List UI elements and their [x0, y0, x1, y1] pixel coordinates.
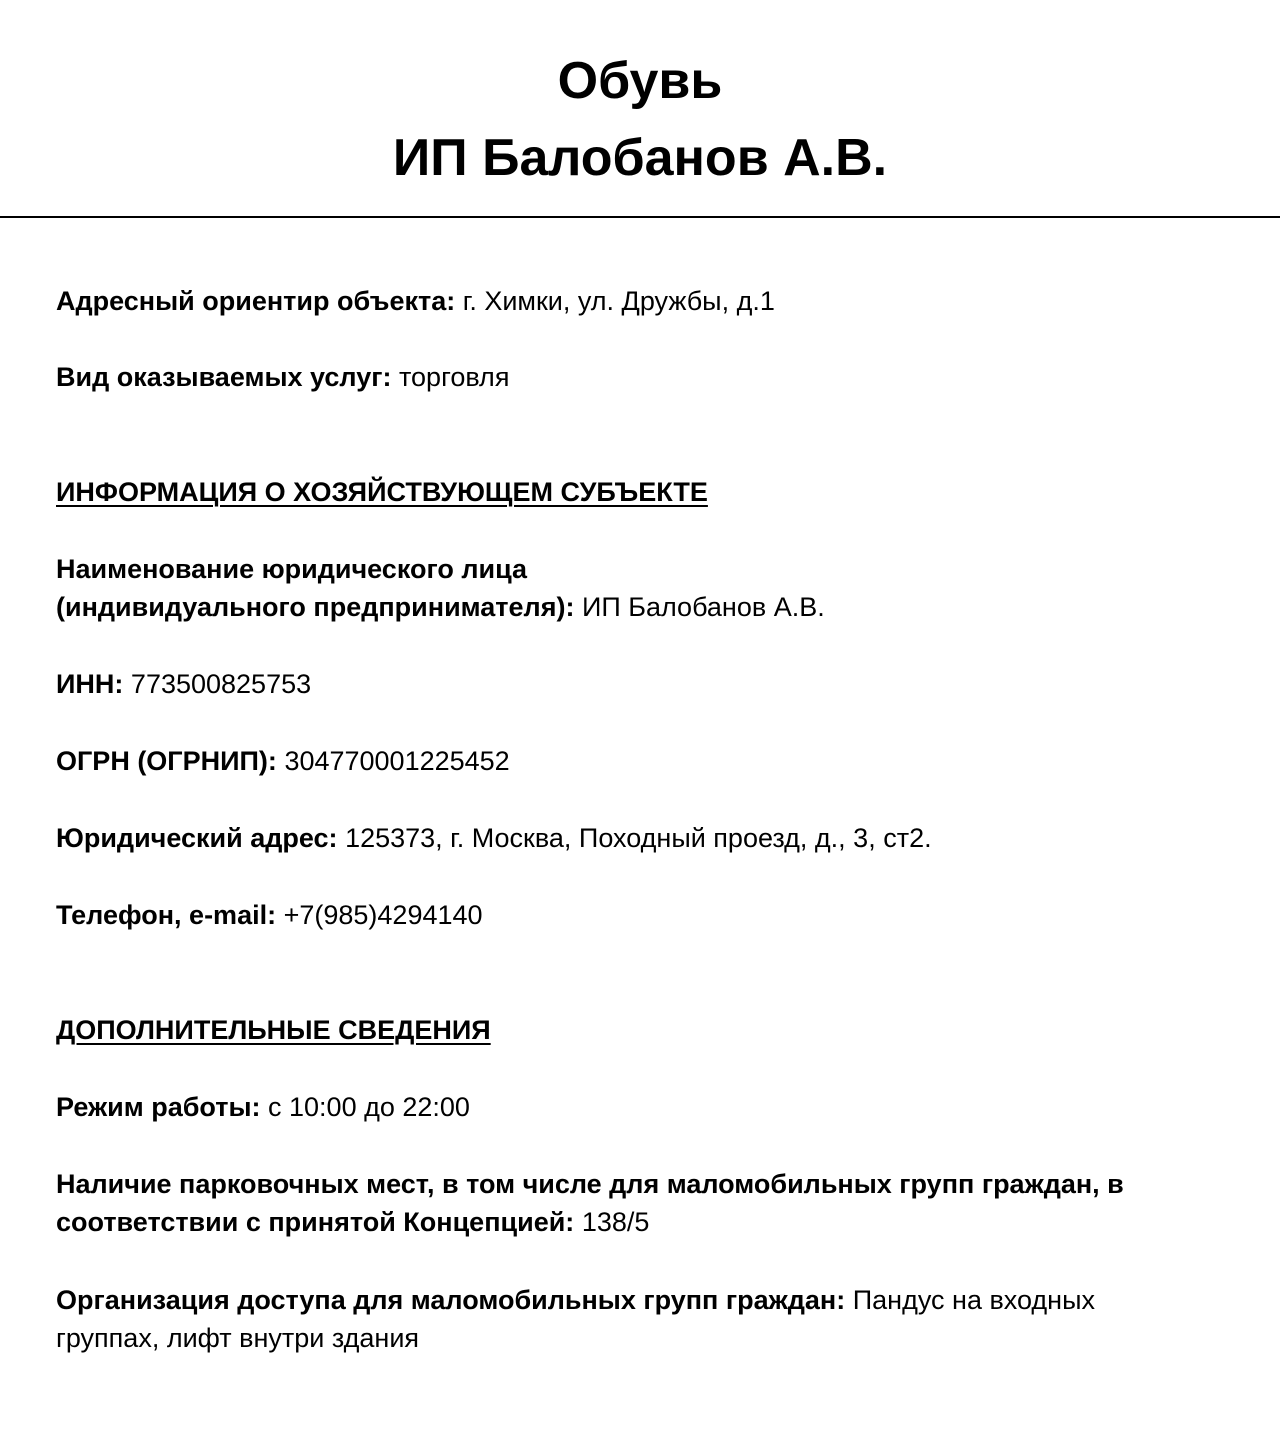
document-header: [0, 0, 1280, 218]
additional-section-heading: ДОПОЛНИТЕЛЬНЫЕ СВЕДЕНИЯ: [56, 1015, 491, 1045]
parking-value: 138/5: [581, 1207, 650, 1237]
title-business-name: ИП Балобанов А.В.: [392, 129, 888, 187]
ogrn-label: ОГРН (ОГРНИП):: [56, 746, 277, 776]
hours-label: Режим работы:: [56, 1092, 261, 1122]
legal-address-value: 125373, г. Москва, Походный проезд, д., 3, ст2.: [345, 823, 932, 853]
access-value-line1: Пандус на входных: [852, 1285, 1095, 1315]
address-value: г. Химки, ул. Дружбы, д.1: [462, 286, 775, 316]
parking-label-line1: Наличие парковочных мест, в том числе для маломобильных групп граждан, в: [56, 1169, 1124, 1199]
legal-address-row: [56, 819, 1226, 857]
ogrn-row: [56, 742, 1226, 780]
hours-value: с 10:00 до 22:00: [268, 1092, 470, 1122]
inn-value: 773500825753: [130, 669, 312, 699]
address-label: Адресный ориентир объекта:: [56, 286, 456, 316]
entity-name-value: ИП Балобанов А.В.: [581, 592, 825, 622]
legal-address-label: Юридический адрес:: [56, 823, 338, 853]
inn-label: ИНН:: [56, 669, 124, 699]
inn-row: [56, 665, 1226, 703]
entity-name-label-line1: Наименование юридического лица: [56, 554, 528, 584]
title-category: Обувь: [557, 52, 723, 110]
service-label: Вид оказываемых услуг:: [56, 362, 392, 392]
address-row: [56, 282, 1226, 320]
contact-value: +7(985)4294140: [283, 900, 483, 930]
contact-label: Телефон, e-mail:: [56, 900, 277, 930]
contact-row: [56, 896, 1226, 934]
parking-label-line2: соответствии с принятой Концепцией:: [56, 1207, 575, 1237]
service-row: [56, 358, 1226, 396]
access-label: Организация доступа для маломобильных групп граждан:: [56, 1285, 846, 1315]
access-value-line2: группах, лифт внутри здания: [56, 1323, 420, 1353]
entity-name-row: [56, 550, 1226, 626]
entity-name-label-line2: (индивидуального предпринимателя):: [56, 592, 575, 622]
hours-row: [56, 1088, 1226, 1126]
ogrn-value: 304770001225452: [284, 746, 510, 776]
access-row: [56, 1281, 1226, 1357]
service-value: торговля: [398, 362, 510, 392]
entity-section-heading: ИНФОРМАЦИЯ О ХОЗЯЙСТВУЮЩЕМ СУБЪЕКТЕ: [56, 477, 708, 507]
parking-row: [56, 1165, 1226, 1241]
